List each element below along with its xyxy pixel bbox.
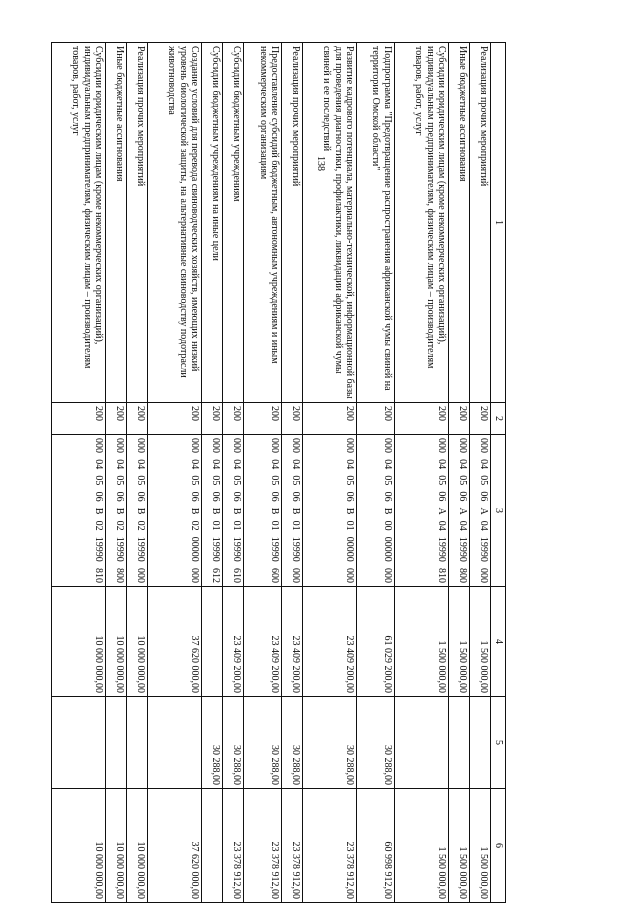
row-amount-4: 61 029 200,00 bbox=[357, 587, 395, 697]
row-classification-code bbox=[223, 435, 244, 587]
code-part: 06 bbox=[210, 491, 222, 502]
code-part: 19990 bbox=[436, 536, 448, 562]
code-part: 04 bbox=[381, 459, 393, 470]
row-admin-code: 200 bbox=[106, 403, 127, 435]
row-amount-6: 10 000 000,00 bbox=[52, 789, 106, 903]
row-amount-5 bbox=[148, 697, 202, 789]
table-row bbox=[52, 43, 106, 903]
row-amount-5 bbox=[470, 697, 491, 789]
code-part: 19990 bbox=[290, 536, 301, 562]
code-part: 000 bbox=[135, 438, 147, 453]
row-amount-5: 30 288,00 bbox=[357, 697, 395, 789]
code-part: 06 bbox=[290, 491, 301, 502]
code-part: 04 bbox=[93, 459, 105, 470]
code-part: 02 bbox=[135, 520, 147, 531]
table-row bbox=[282, 43, 303, 903]
code-part: 19990 bbox=[114, 536, 126, 562]
row-amount-5: 30 288,00 bbox=[282, 697, 303, 789]
code-part: 19990 bbox=[457, 536, 469, 562]
code-part: В bbox=[210, 507, 222, 515]
code-part: 04 bbox=[457, 459, 469, 470]
table-row bbox=[148, 43, 202, 903]
code-part: 06 bbox=[436, 491, 448, 502]
row-amount-6 bbox=[202, 789, 223, 903]
header-cell-4: 4 bbox=[491, 587, 506, 697]
code-part: 610 bbox=[231, 567, 243, 583]
code-part: 06 bbox=[457, 491, 469, 502]
row-classification-code bbox=[148, 435, 202, 587]
row-amount-6: 10 000 000,00 bbox=[127, 789, 148, 903]
code-part: 01 bbox=[210, 520, 222, 531]
row-admin-code: 200 bbox=[127, 403, 148, 435]
code-part: 04 bbox=[269, 459, 281, 470]
row-amount-6: 10 000 000,00 bbox=[106, 789, 127, 903]
table-row bbox=[127, 43, 148, 903]
code-part: 06 bbox=[478, 491, 489, 502]
code-part: 19990 bbox=[231, 536, 243, 562]
table-row bbox=[106, 43, 127, 903]
code-part: 04 bbox=[478, 520, 489, 531]
row-classification-code bbox=[202, 435, 223, 587]
row-classification-code bbox=[470, 435, 491, 587]
code-part: 01 bbox=[231, 520, 243, 531]
table-row bbox=[449, 43, 470, 903]
code-part: 04 bbox=[457, 520, 469, 531]
code-part: 02 bbox=[189, 520, 201, 531]
code-part: 000 bbox=[478, 568, 489, 583]
row-admin-code: 200 bbox=[223, 403, 244, 435]
code-part: 000 bbox=[93, 438, 105, 453]
code-part: 05 bbox=[269, 475, 281, 486]
code-part: 000 bbox=[381, 438, 393, 453]
code-part: 05 bbox=[436, 475, 448, 486]
row-amount-5: 30 288,00 bbox=[202, 697, 223, 789]
table-row bbox=[394, 43, 448, 903]
row-amount-6: 23 378 912,00 bbox=[244, 789, 282, 903]
header-cell-6: 6 bbox=[491, 789, 506, 903]
row-name: Подпрограмма "Предотвращение распространения африканской чумы свиней на территории Омской области" bbox=[357, 43, 395, 403]
code-part: 800 bbox=[114, 567, 126, 583]
code-part: В bbox=[231, 507, 243, 515]
code-part: 05 bbox=[290, 475, 301, 486]
row-admin-code: 200 bbox=[282, 403, 303, 435]
code-part: 06 bbox=[189, 491, 201, 502]
code-part: 000 bbox=[114, 438, 126, 453]
code-part: В bbox=[189, 507, 201, 515]
code-part: В bbox=[269, 507, 281, 515]
row-admin-code: 200 bbox=[470, 403, 491, 435]
header-cell-1: 1 bbox=[491, 43, 506, 403]
code-part: 04 bbox=[135, 459, 147, 470]
row-name: Субсидии юридическим лицам (кроме некоммерческих организаций), индивидуальным предпринимателям, физическим лицам – производителям товаров, работ, услуг bbox=[394, 43, 448, 403]
table-row bbox=[470, 43, 491, 903]
code-part: 04 bbox=[189, 459, 201, 470]
row-amount-4: 23 409 200,00 bbox=[244, 587, 282, 697]
code-part: В bbox=[93, 507, 105, 515]
code-part: 05 bbox=[93, 475, 105, 486]
table-row bbox=[357, 43, 395, 903]
row-name: Субсидии юридическим лицам (кроме некоммерческих организаций), индивидуальным предпринимателям, физическим лицам – производителям товаров, работ, услуг bbox=[52, 43, 106, 403]
code-part: В bbox=[381, 507, 393, 515]
row-amount-4: 1 500 000,00 bbox=[470, 587, 491, 697]
code-part: 000 bbox=[457, 438, 469, 453]
code-part: 000 bbox=[189, 438, 201, 453]
row-amount-4: 23 409 200,00 bbox=[282, 587, 303, 697]
code-part: 06 bbox=[344, 491, 356, 502]
row-amount-4 bbox=[202, 587, 223, 697]
code-part: А bbox=[478, 507, 489, 515]
code-part: 00 bbox=[381, 520, 393, 531]
header-cell-3: 3 bbox=[491, 435, 506, 587]
code-part: 04 bbox=[231, 459, 243, 470]
code-part: 000 bbox=[381, 567, 393, 583]
code-part: 01 bbox=[290, 520, 301, 531]
row-name: Развитие кадрового потенциала, материально-технической, информационной базы для проведения диагностики, профилактики, ликвидации африканской чумы свиней и ее последствий bbox=[303, 43, 357, 403]
row-amount-5 bbox=[127, 697, 148, 789]
code-part: 05 bbox=[135, 475, 147, 486]
code-part: 02 bbox=[93, 520, 105, 531]
row-name: Субсидии бюджетным учреждениям на иные цели bbox=[202, 43, 223, 403]
row-amount-6: 60 998 912,00 bbox=[357, 789, 395, 903]
code-part: 000 bbox=[344, 567, 356, 583]
code-part: 000 bbox=[210, 438, 222, 453]
code-part: 000 bbox=[344, 438, 356, 453]
row-amount-6: 23 378 912,00 bbox=[303, 789, 357, 903]
code-part: 01 bbox=[344, 520, 356, 531]
code-part: 06 bbox=[135, 491, 147, 502]
row-amount-4: 23 409 200,00 bbox=[303, 587, 357, 697]
row-amount-5 bbox=[449, 697, 470, 789]
row-name: Реализация прочих мероприятий bbox=[127, 43, 148, 403]
row-amount-4: 37 620 000,00 bbox=[148, 587, 202, 697]
budget-table bbox=[51, 42, 506, 903]
row-name: Предоставление субсидий бюджетным, автономным учреждениям и иным некоммерческим организациям bbox=[244, 43, 282, 403]
table-row bbox=[244, 43, 282, 903]
code-part: 04 bbox=[344, 459, 356, 470]
row-admin-code: 200 bbox=[202, 403, 223, 435]
row-classification-code bbox=[282, 435, 303, 587]
code-part: 05 bbox=[210, 475, 222, 486]
row-amount-4: 1 500 000,00 bbox=[394, 587, 448, 697]
row-classification-code bbox=[106, 435, 127, 587]
code-part: 04 bbox=[114, 459, 126, 470]
code-part: 000 bbox=[189, 567, 201, 583]
code-part: 04 bbox=[436, 459, 448, 470]
code-part: 000 bbox=[478, 438, 489, 453]
row-admin-code: 200 bbox=[449, 403, 470, 435]
code-part: 800 bbox=[457, 568, 469, 583]
code-part: 000 bbox=[436, 438, 448, 453]
code-part: 06 bbox=[93, 491, 105, 502]
row-amount-6: 23 378 912,00 bbox=[282, 789, 303, 903]
code-part: 05 bbox=[381, 475, 393, 486]
row-classification-code bbox=[127, 435, 148, 587]
code-part: 06 bbox=[231, 491, 243, 502]
row-admin-code: 200 bbox=[244, 403, 282, 435]
row-amount-4: 23 409 200,00 bbox=[223, 587, 244, 697]
row-amount-5 bbox=[394, 697, 448, 789]
code-part: 05 bbox=[478, 475, 489, 486]
code-part: 810 bbox=[93, 567, 105, 583]
code-part: 00000 bbox=[381, 536, 393, 562]
code-part: 06 bbox=[114, 491, 126, 502]
code-part: 000 bbox=[269, 438, 281, 453]
row-classification-code bbox=[357, 435, 395, 587]
code-part: 05 bbox=[457, 475, 469, 486]
code-part: 04 bbox=[478, 459, 489, 470]
table-row bbox=[303, 43, 357, 903]
code-part: 06 bbox=[381, 491, 393, 502]
code-part: 000 bbox=[231, 438, 243, 453]
row-amount-5: 30 288,00 bbox=[303, 697, 357, 789]
row-amount-6: 1 500 000,00 bbox=[449, 789, 470, 903]
row-name: Реализация прочих мероприятий bbox=[282, 43, 303, 403]
code-part: 02 bbox=[114, 520, 126, 531]
budget-table-rotated bbox=[51, 42, 506, 902]
code-part: 04 bbox=[290, 459, 301, 470]
code-part: 19990 bbox=[135, 536, 147, 562]
row-amount-4: 10 000 000,00 bbox=[127, 587, 148, 697]
code-part: А bbox=[436, 507, 448, 515]
code-part: В bbox=[344, 507, 356, 515]
row-name: Субсидии бюджетным учреждениям bbox=[223, 43, 244, 403]
row-name: Иные бюджетные ассигнования bbox=[449, 43, 470, 403]
code-part: 000 bbox=[290, 438, 301, 453]
row-admin-code: 200 bbox=[52, 403, 106, 435]
row-amount-4: 1 500 000,00 bbox=[449, 587, 470, 697]
code-part: 000 bbox=[290, 567, 301, 583]
page-number: 138 bbox=[315, 156, 326, 171]
code-part: 612 bbox=[210, 567, 222, 583]
code-part: 06 bbox=[269, 491, 281, 502]
row-amount-4: 10 000 000,00 bbox=[52, 587, 106, 697]
row-admin-code: 200 bbox=[303, 403, 357, 435]
code-part: В bbox=[135, 507, 147, 515]
row-name: Реализация прочих мероприятий bbox=[470, 43, 491, 403]
code-part: 000 bbox=[135, 567, 147, 583]
code-part: 00000 bbox=[344, 536, 356, 562]
row-amount-6: 37 620 000,00 bbox=[148, 789, 202, 903]
row-amount-5: 30 288,00 bbox=[244, 697, 282, 789]
row-amount-5 bbox=[106, 697, 127, 789]
row-amount-6: 23 378 912,00 bbox=[223, 789, 244, 903]
table-row bbox=[202, 43, 223, 903]
code-part: В bbox=[290, 507, 301, 515]
row-admin-code: 200 bbox=[148, 403, 202, 435]
code-part: 00000 bbox=[189, 536, 201, 562]
row-amount-6: 1 500 000,00 bbox=[394, 789, 448, 903]
row-amount-6: 1 500 000,00 bbox=[470, 789, 491, 903]
code-part: 19990 bbox=[269, 536, 281, 562]
code-part: А bbox=[457, 507, 469, 515]
code-part: 04 bbox=[210, 459, 222, 470]
row-classification-code bbox=[52, 435, 106, 587]
row-amount-4: 10 000 000,00 bbox=[106, 587, 127, 697]
code-part: 05 bbox=[231, 475, 243, 486]
code-part: 05 bbox=[114, 475, 126, 486]
row-classification-code bbox=[303, 435, 357, 587]
code-part: 19990 bbox=[210, 536, 222, 562]
header-row bbox=[491, 43, 506, 903]
code-part: 05 bbox=[344, 475, 356, 486]
row-amount-5 bbox=[52, 697, 106, 789]
row-admin-code: 200 bbox=[357, 403, 395, 435]
code-part: 600 bbox=[269, 567, 281, 583]
row-classification-code bbox=[449, 435, 470, 587]
code-part: 05 bbox=[189, 475, 201, 486]
row-amount-5: 30 288,00 bbox=[223, 697, 244, 789]
header-cell-2: 2 bbox=[491, 403, 506, 435]
header-cell-5: 5 bbox=[491, 697, 506, 789]
row-admin-code: 200 bbox=[394, 403, 448, 435]
code-part: В bbox=[114, 507, 126, 515]
row-name: Создание условий для перевода свиноводческих хозяйств, имеющих низкий уровень биологической защиты, на альтернативные свиноводству подотрасли животноводства bbox=[148, 43, 202, 403]
code-part: 810 bbox=[436, 568, 448, 583]
code-part: 04 bbox=[436, 520, 448, 531]
row-classification-code bbox=[244, 435, 282, 587]
code-part: 19990 bbox=[93, 536, 105, 562]
code-part: 19990 bbox=[478, 536, 489, 562]
row-classification-code bbox=[394, 435, 448, 587]
table-row bbox=[223, 43, 244, 903]
row-name: Иные бюджетные ассигнования bbox=[106, 43, 127, 403]
code-part: 01 bbox=[269, 520, 281, 531]
